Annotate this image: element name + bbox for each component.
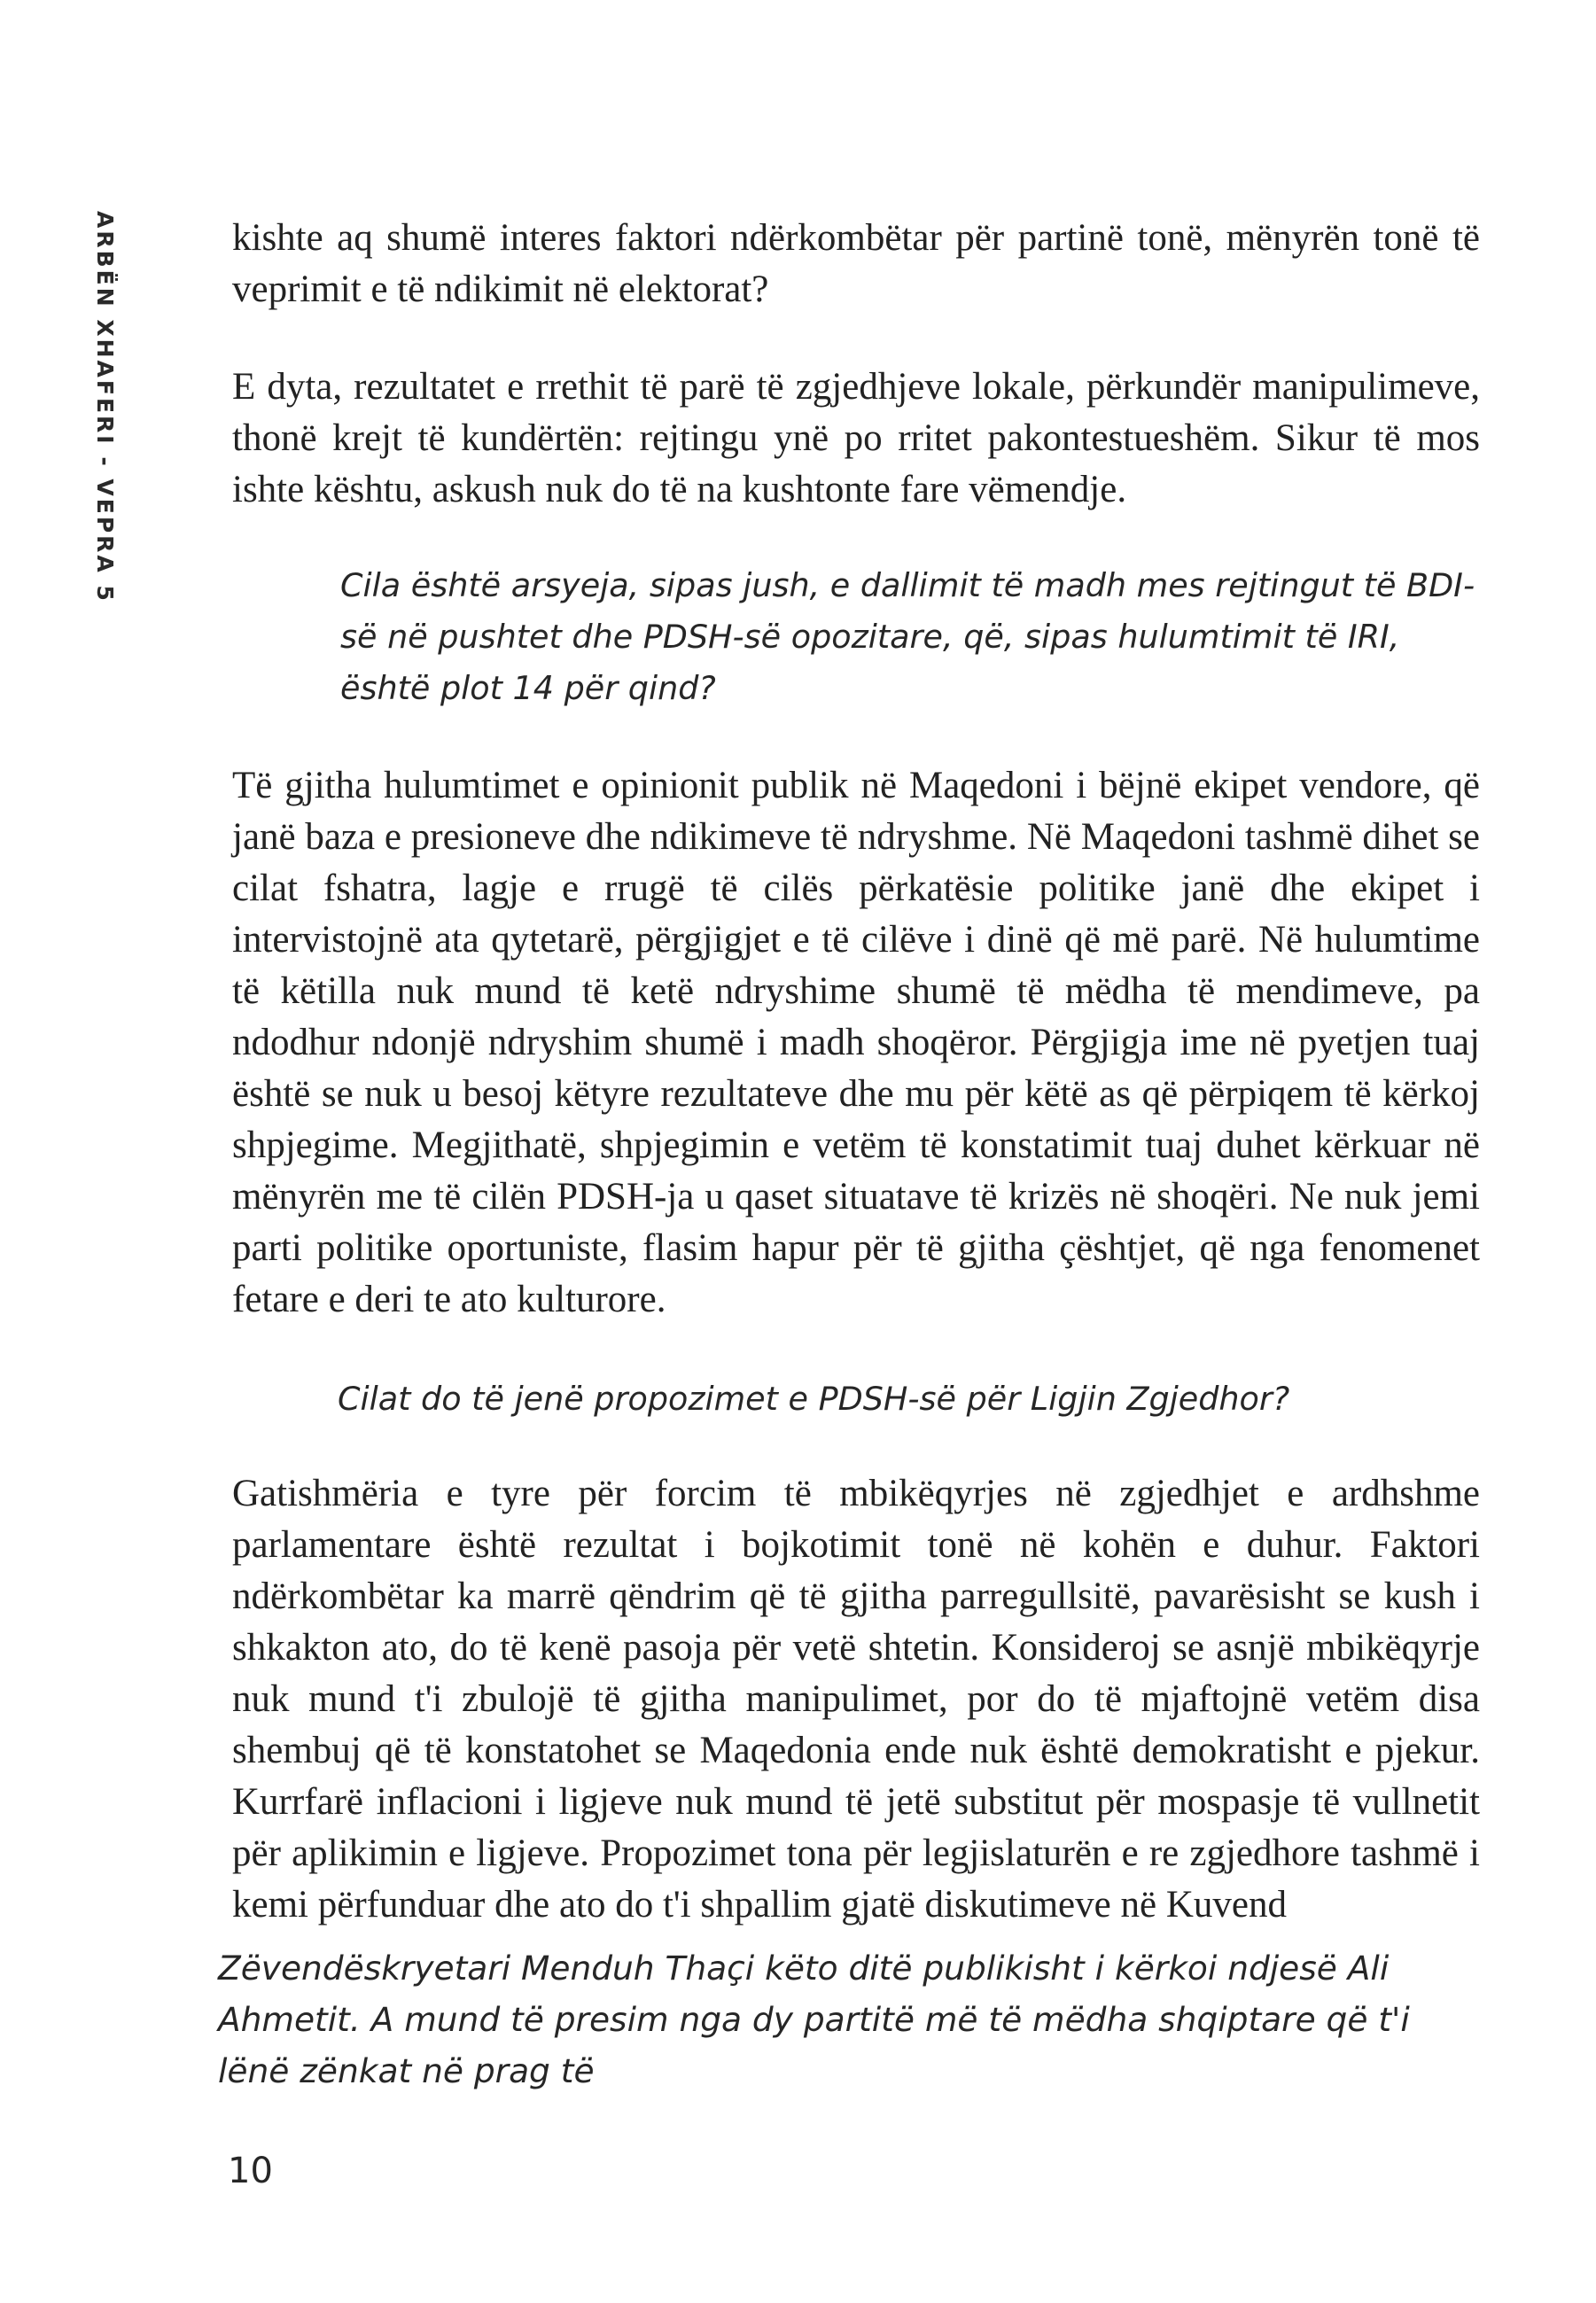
page-number: 10 [228,2151,273,2191]
paragraph-answer-polls: Të gjitha hulumtimet e opinionit publik në Maqedoni i bëjnë ekipet vendore, që janë baza e presioneve dhe ndikimeve të ndryshme. Në Maqedoni tashmë dihet se cilat fshatra, lagje e rrugë të cilës përkatësie politike janë dhe ekipet i intervistojnë ata qytetarë, përgjigjet e të cilëve i dinë që më parë. Në hulumtime të këtilla nuk mund të ketë ndryshime shumë të mëdha të mendimeve, pa ndodhur ndonjë ndryshim shumë i madh shoqëror. Përgjigja ime në pyetjen tuaj është se nuk u besoj këtyre rezultateve dhe mu për këtë as që përpiqem të kërkoj shpjegime. Megjithatë, shpjegimin e vetëm të konstatimit tuaj duhet kërkuar në mënyrën me të cilën PDSH-ja u qaset situatave të krizës në shoqëri. Ne nuk jemi parti politike oportuniste, flasim hapur për të gjitha çështjet, që nga fenomenet fetare e deri te ato kulturore. [232,765,1480,1320]
interview-question-electoral-law: Cilat do të jenë propozimet e PDSH-së për Ligjin Zgjedhor? [338,1380,1290,1418]
paragraph-answer-second-point: E dyta, rezultatet e rrethit të parë të zgjedhjeve lokale, përkundër manipulimeve, thonë krejt të kundërtën: rejtingu ynë po rritet pakontestueshëm. Sikur të mos ishte kështu, askush nuk do të na kushtonte fare vëmendje. [232,366,1480,510]
running-header: ARBËN XHAFERI - VEPRA 5 [92,211,118,603]
interview-question-rating-gap: Cila është arsyeja, sipas jush, e dallimit të madh mes rejtingut të BDI-së në pushtet dhe PDSH-së opozitare, që, sipas hulumtimit të IRI, është plot 14 për qind? [340,566,1475,707]
paragraph-answer-continuation: kishte aq shumë interes faktori ndërkombëtar për partinë tonë, mënyrën tonë të veprimit e të ndikimit në elektorat? [232,217,1480,310]
interview-question-apology: Zëvendëskryetari Menduh Thaçi këto ditë publikisht i kërkoi ndjesë Ali Ahmetit. A mund të presim nga dy partitë më të mëdha shqiptare që t'i lënë zënkat në prag të [218,1949,1410,2090]
paragraph-answer-electoral-law: Gatishmëria e tyre për forcim të mbikëqyrjes në zgjedhjet e ardhshme parlamentare është rezultat i bojkotimit tonë në kohën e duhur. Faktori ndërkombëtar ka marrë qëndrim që të gjitha parregullsitë, pavarësisht se kush i shkakton ato, do të kenë pasoja për vetë shtetin. Konsideroj se asnjë mbikëqyrje nuk mund t'i zbulojë të gjitha manipulimet, por do të mjaftojnë vetëm disa shembuj që të konstatohet se Maqedonia ende nuk është demokratisht e pjekur. Kurrfarë inflacioni i ligjeve nuk mund të jetë substitut për mospasje të vullnetit për aplikimin e ligjeve. Propozimet tona për legjislaturën e re zgjedhore tashmë i kemi përfunduar dhe ato do t'i shpallim gjatë diskutimeve në Kuvend [232,1473,1480,1926]
